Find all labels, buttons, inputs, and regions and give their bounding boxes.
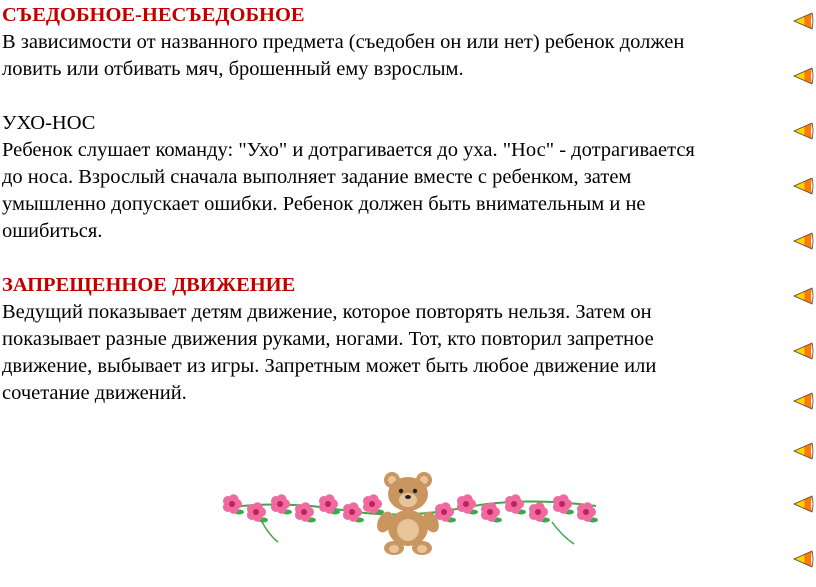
flower-icon xyxy=(271,494,292,514)
flower-icon xyxy=(553,494,574,514)
candy-corn-border xyxy=(792,0,816,587)
section-title-ear-nose: УХО-НОС xyxy=(2,112,96,134)
section-text-forbidden-move: Ведущий показывает детям движение, которое повторять нельзя. Затем он показывает разные движения руками, ногами. Тот, кто повторил запретное движение, выбывает из игры. Запретным может быть любое движение или сочетание движений. xyxy=(2,301,657,404)
flower-icon xyxy=(319,494,340,514)
section-title-edible: СЪЕДОБНОЕ-НЕСЪЕДОБНОЕ xyxy=(2,4,305,26)
flower-icon xyxy=(505,494,526,514)
candy-corn-icon xyxy=(792,230,814,252)
candy-corn-icon xyxy=(792,120,814,142)
candy-corn-icon xyxy=(792,10,814,32)
candy-corn-icon xyxy=(792,65,814,87)
candy-corn-icon xyxy=(792,175,814,197)
spacer xyxy=(2,83,792,110)
flower-icon xyxy=(223,494,244,514)
candy-corn-icon xyxy=(792,340,814,362)
candy-corn-icon xyxy=(792,548,814,570)
flower-icon xyxy=(481,502,502,522)
candy-corn-icon xyxy=(792,493,814,515)
flower-icon xyxy=(457,494,478,514)
teddy-bear-icon xyxy=(374,472,442,555)
candy-corn-icon xyxy=(792,440,814,462)
flower-icon xyxy=(529,502,550,522)
document-body xyxy=(2,2,792,407)
candy-corn-icon xyxy=(792,285,814,307)
section-title-forbidden-move: ЗАПРЕЩЕННОЕ ДВИЖЕНИЕ xyxy=(2,274,296,296)
section-text-edible: В зависимости от названного предмета (съедобен он или нет) ребенок должен ловить или отбивать мяч, брошенный ему взрослым. xyxy=(2,31,685,80)
candy-corn-icon xyxy=(792,390,814,412)
flower-icon xyxy=(343,502,364,522)
spacer xyxy=(2,245,792,272)
flower-icon xyxy=(435,502,456,522)
flower-icon xyxy=(363,494,384,514)
section-text-ear-nose: Ребенок слушает команду: "Ухо" и дотрагивается до уха. "Нос" - дотрагивается до носа. Взрослый сначала выполняет задание вместе с ребенком, затем умышленно допускает ошибки. Ребенок должен быть внимательным и не ошибиться. xyxy=(2,139,695,242)
teddy-bear-garland-illustration xyxy=(222,470,598,560)
